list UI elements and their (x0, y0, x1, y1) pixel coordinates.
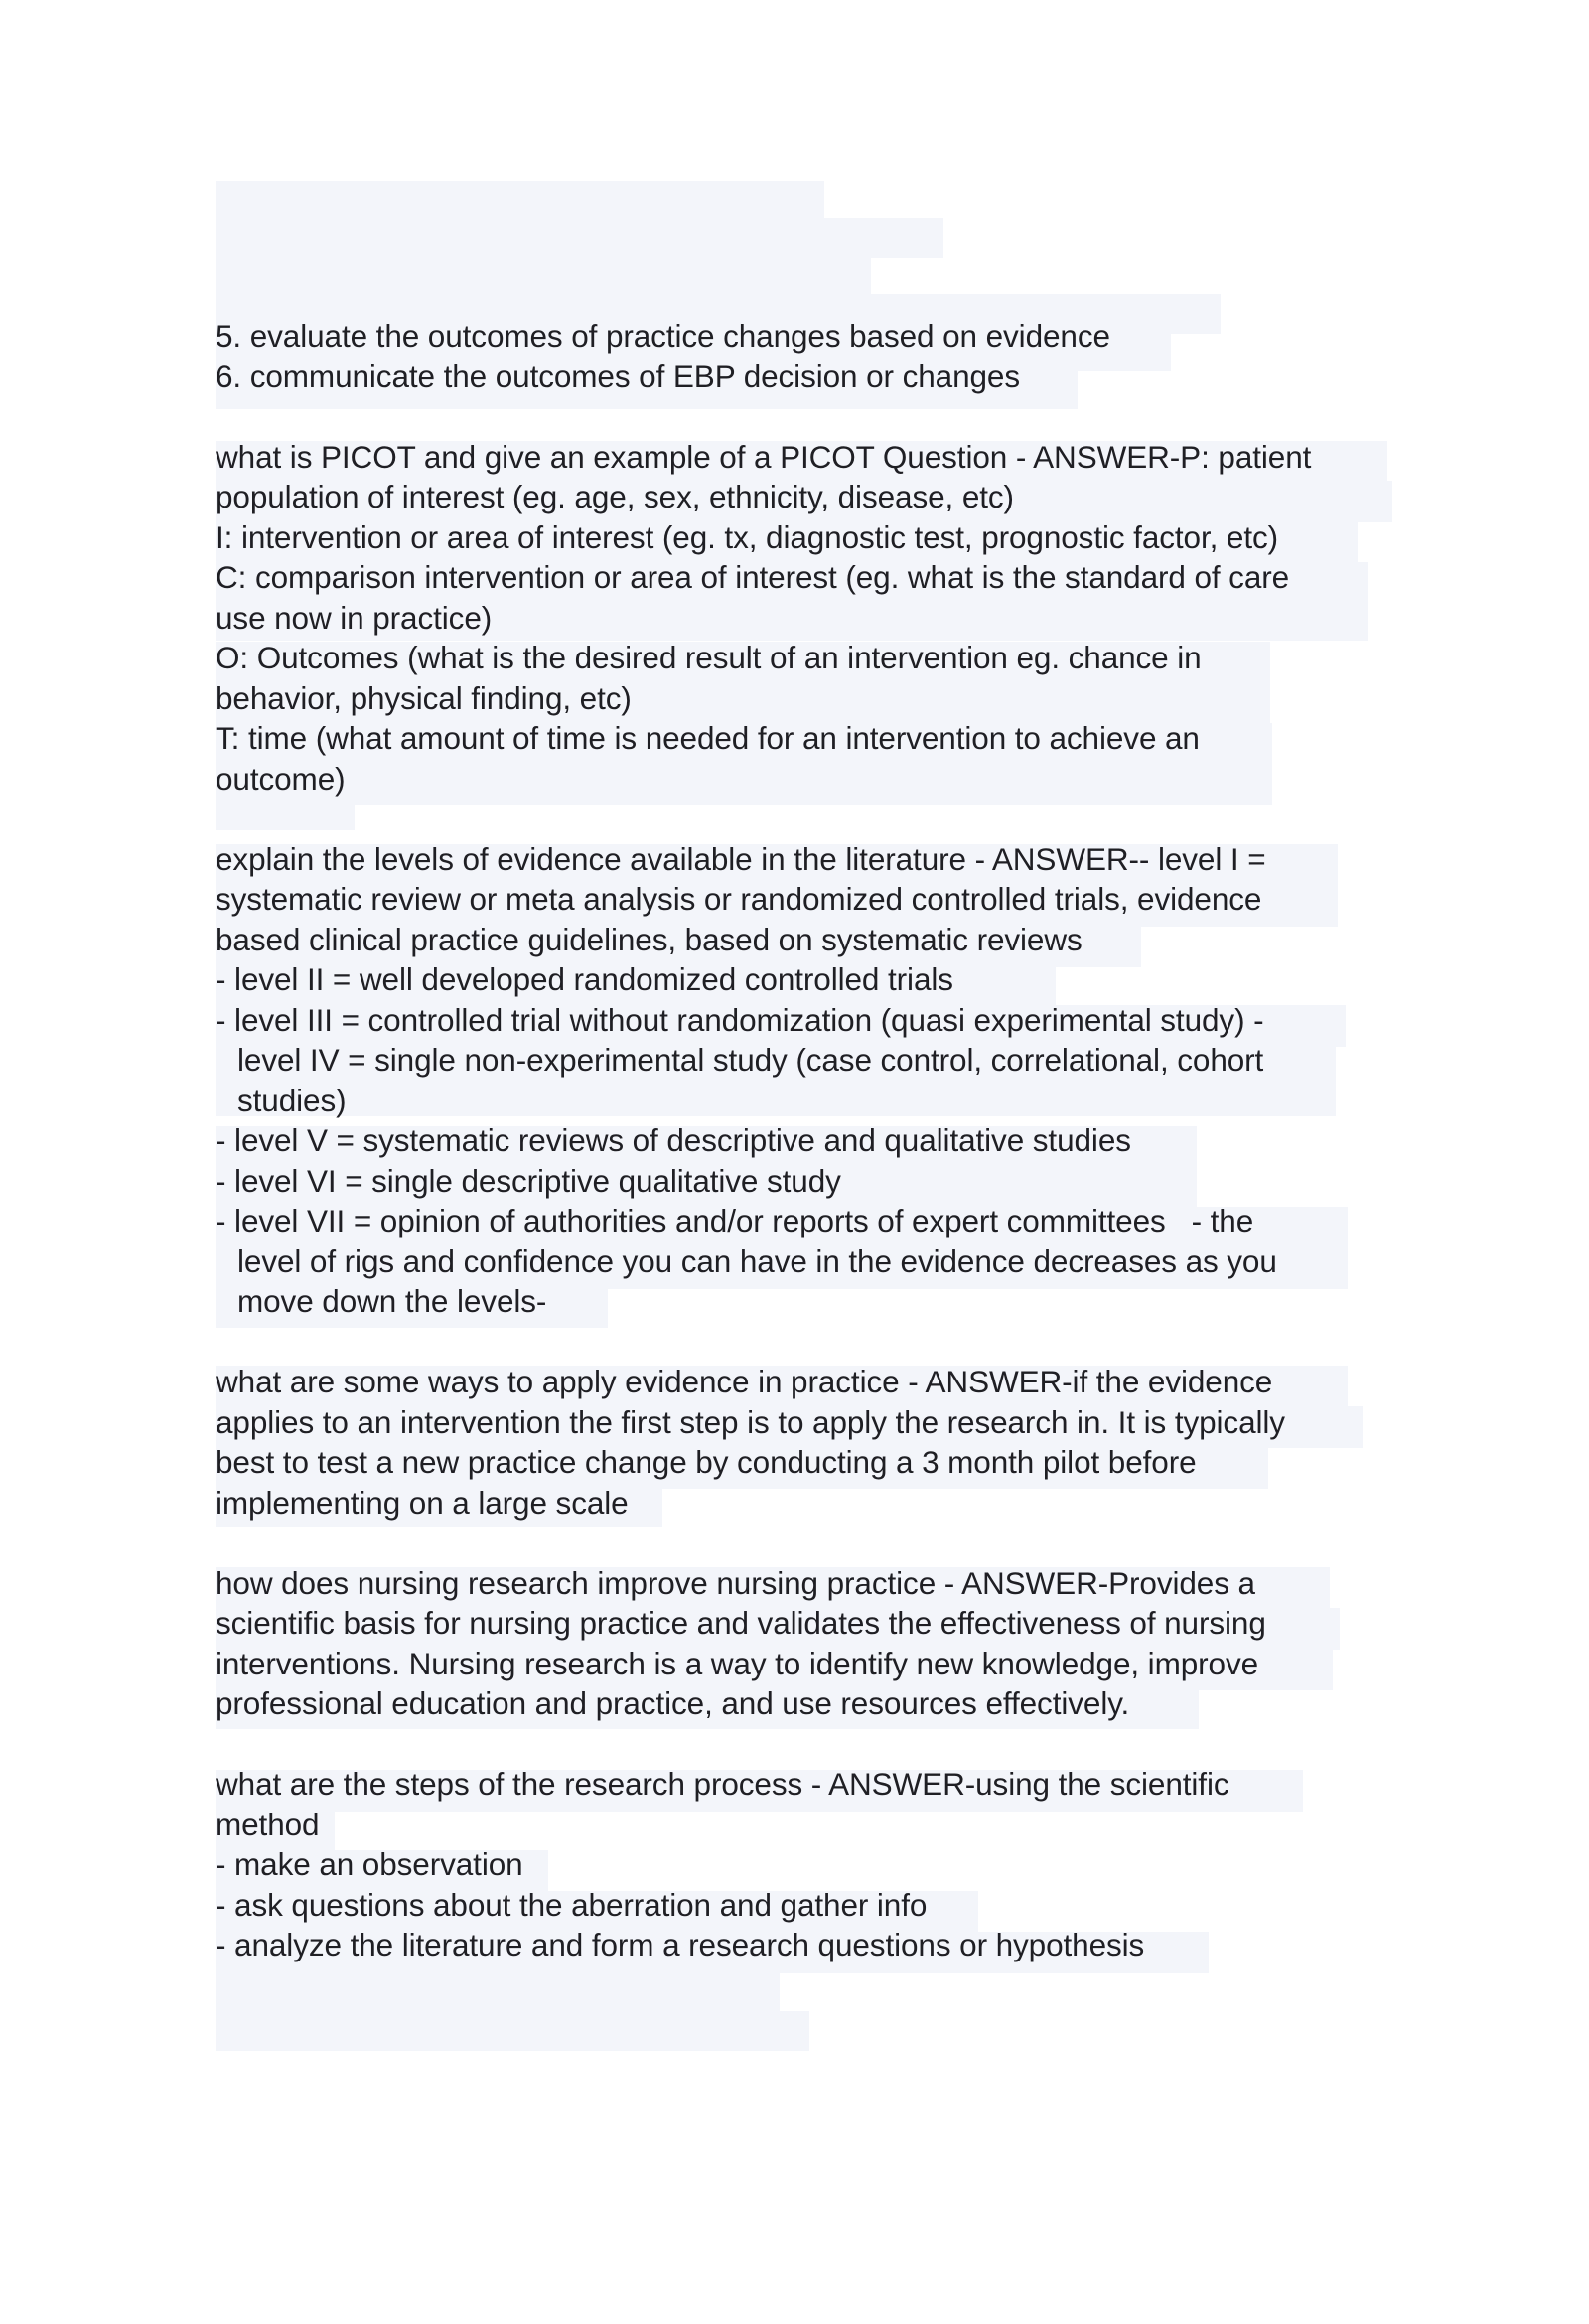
blank-line (216, 1724, 1407, 1765)
document-body (216, 316, 1407, 1965)
highlight-block (216, 218, 943, 258)
question-line: what are some ways to apply evidence in practice - ANSWER-if the evidence (216, 1364, 1273, 1399)
highlight-block (216, 256, 871, 296)
text-line: population of interest (eg. age, sex, ethnicity, disease, etc) (216, 479, 1014, 514)
blank-line (216, 396, 1407, 437)
text-line: 6. communicate the outcomes of EBP decision or changes (216, 358, 1020, 394)
list-item-continuation: move down the levels- (237, 1283, 547, 1319)
list-item: - level V = systematic reviews of descriptive and qualitative studies (216, 1122, 1131, 1158)
list-item: - level III = controlled trial without randomization (quasi experimental study) - (216, 1001, 1264, 1038)
text-line: method (216, 1806, 320, 1842)
highlight-block (216, 1972, 780, 2012)
text-line: use now in practice) (216, 599, 493, 636)
text-line: scientific basis for nursing practice and validates the effectiveness of nursing (216, 1605, 1266, 1641)
list-item: - make an observation (216, 1846, 523, 1882)
blank-line (216, 799, 1407, 839)
blank-line (216, 1523, 1407, 1563)
text-line: applies to an intervention the first step is to apply the research in. It is typically (216, 1403, 1285, 1440)
text-line: implementing on a large scale (216, 1484, 629, 1521)
list-item: - level II = well developed randomized controlled trials (216, 961, 953, 997)
list-item: - level VI = single descriptive qualitative study (216, 1162, 841, 1199)
question-line: what is PICOT and give an example of a PICOT Question - ANSWER-P: patient (216, 438, 1312, 475)
list-item: - ask questions about the aberration and gather info (216, 1886, 928, 1923)
text-line: I: intervention or area of interest (eg. tx, diagnostic test, prognostic factor, etc) (216, 518, 1279, 555)
text-line: O: Outcomes (what is the desired result of an intervention eg. chance in (216, 640, 1202, 675)
text-line: C: comparison intervention or area of interest (eg. what is the standard of care (216, 559, 1290, 595)
question-line: how does nursing research improve nursing practice - ANSWER-Provides a (216, 1564, 1255, 1601)
list-item-continuation: studies) (237, 1082, 347, 1118)
text-line: outcome) (216, 760, 346, 797)
highlight-block (216, 2011, 809, 2051)
question-line: what are the steps of the research process - ANSWER-using the scientific (216, 1766, 1229, 1802)
question-line: explain the levels of evidence available in the literature - ANSWER-- level I = (216, 840, 1266, 877)
text-line: best to test a new practice change by conducting a 3 month pilot before (216, 1444, 1197, 1480)
text-line: based clinical practice guidelines, based on systematic reviews (216, 921, 1083, 957)
text-line: behavior, physical finding, etc) (216, 679, 632, 716)
blank-line (216, 1322, 1407, 1363)
list-item-continuation: level IV = single non-experimental study (case control, correlational, cohort (237, 1042, 1264, 1078)
text-line: professional education and practice, and use resources effectively. (216, 1685, 1130, 1721)
text-line: T: time (what amount of time is needed for an intervention to achieve an (216, 720, 1200, 756)
list-item-continuation: level of rigs and confidence you can have in the evidence decreases as you (237, 1242, 1277, 1279)
list-item: - analyze the literature and form a research questions or hypothesis (216, 1927, 1145, 1962)
text-line: interventions. Nursing research is a way to identify new knowledge, improve (216, 1645, 1259, 1681)
text-line: 5. evaluate the outcomes of practice changes based on evidence (216, 318, 1110, 354)
highlight-block (216, 181, 824, 220)
text-line: systematic review or meta analysis or randomized controlled trials, evidence (216, 881, 1262, 917)
list-item: - level VII = opinion of authorities and/or reports of expert committees - the (216, 1203, 1254, 1238)
